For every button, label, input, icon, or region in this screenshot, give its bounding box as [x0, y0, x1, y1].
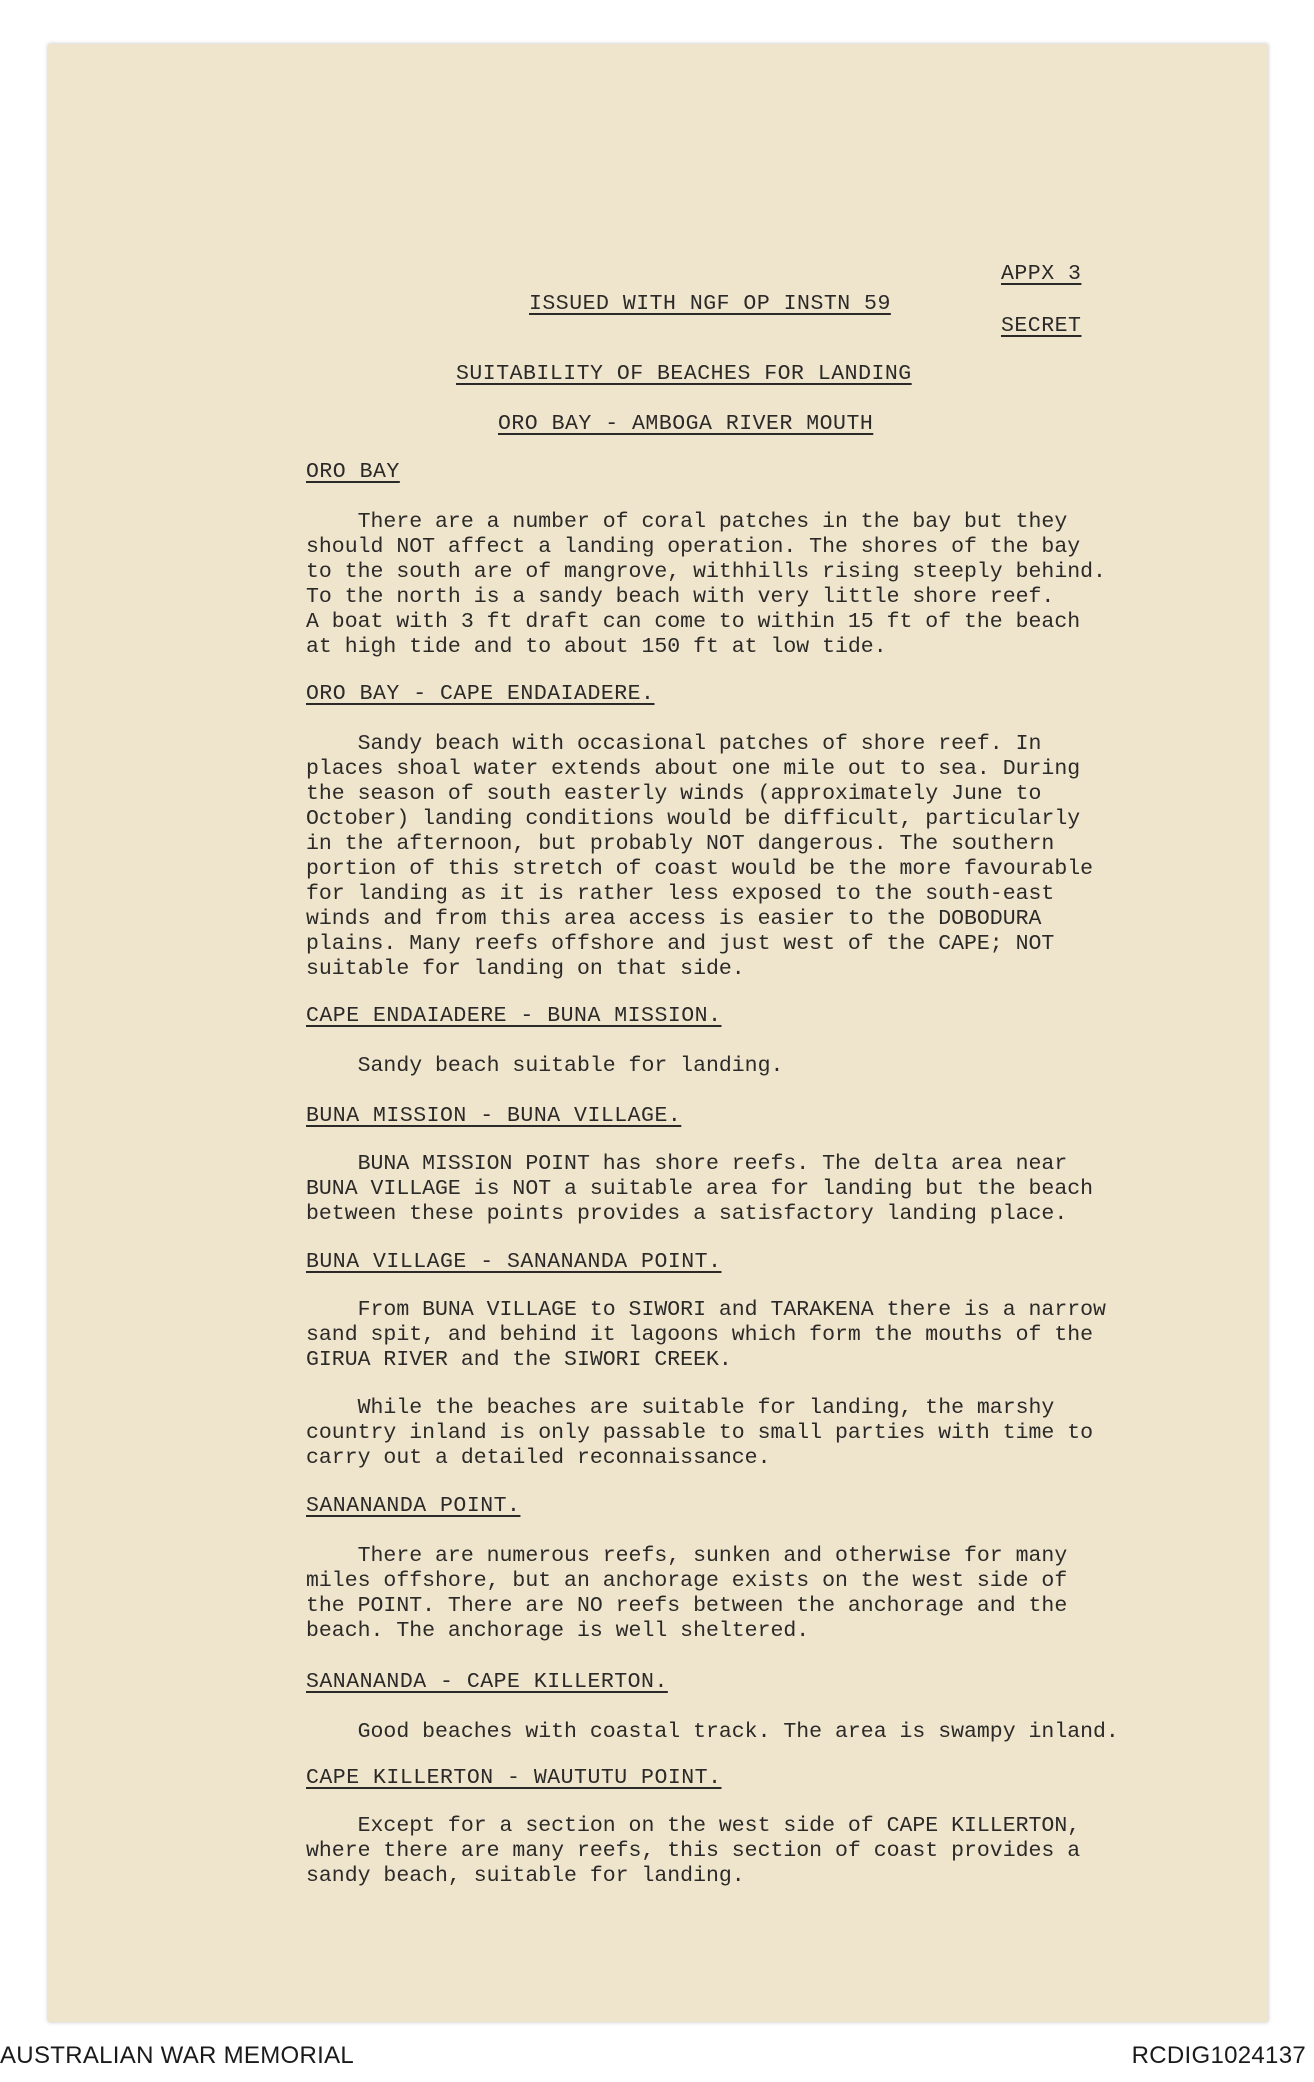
section-text-sananda-cape-killerton: Good beaches with coastal track. The area is swampy inland. — [306, 1720, 1119, 1744]
section-heading-cape-killerton-waututu-point: CAPE KILLERTON - WAUTUTU POINT. — [306, 1766, 722, 1790]
section-text-buna-mission-buna-village: BUNA MISSION POINT has shore reefs. The delta area near BUNA VILLAGE is NOT a suitable area for landing but the beach between these points provides a satisfactory landing place. — [306, 1152, 1094, 1226]
section-text-cape-endaiadere-buna-mission: Sandy beach suitable for landing. — [306, 1054, 784, 1078]
document-body — [48, 44, 1268, 2022]
document-page — [48, 44, 1268, 2022]
section-heading-sananda-point: SANANANDA POINT. — [306, 1494, 521, 1518]
section-text-oro-bay-cape-endaiadere: Sandy beach with occasional patches of shore reef. In places shoal water extends about one mile out to sea. During the season of south easterly winds (approximately June to October) landing conditions would be difficult, particularly in the afternoon, but probably NOT dangerous. The southern portion of this stretch of coast would be the more favourable for landing as it is rather less exposed to the south-east winds and from this area access is easier to the DOBODURA plains. Many reefs offshore and just west of the CAPE; NOT suitable for landing on that side. — [306, 732, 1094, 981]
section-heading-buna-village-sananda-point: BUNA VILLAGE - SANANANDA POINT. — [306, 1250, 722, 1274]
footer-record-id: RCDIG1024137 — [1131, 2042, 1306, 2069]
footer-archive-name: AUSTRALIAN WAR MEMORIAL — [0, 2042, 355, 2069]
section-text-sananda-point: There are numerous reefs, sunken and otherwise for many miles offshore, but an anchorage exists on the west side of the POINT. There are NO reefs between the anchorage and the beach. The anchorage is well sheltered. — [306, 1544, 1068, 1643]
classification-label: SECRET — [1001, 314, 1082, 338]
section-heading-cape-endaiadere-buna-mission: CAPE ENDAIADERE - BUNA MISSION. — [306, 1004, 722, 1028]
section-text-oro-bay: There are a number of coral patches in the bay but they should NOT affect a landing operation. The shores of the bay to the south are of mangrove, withhills rising steeply behind. To the north is a sandy beach with very little shore reef. A boat with 3 ft draft can come to within 15 ft of the beach at high tide and to about 150 ft at low tide. — [306, 510, 1106, 659]
section-text-cape-killerton-waututu-point: Except for a section on the west side of CAPE KILLERTON, where there are many reefs, this section of coast provides a sandy beach, suitable for landing. — [306, 1814, 1081, 1888]
section-heading-sananda-cape-killerton: SANANANDA - CAPE KILLERTON. — [306, 1670, 668, 1694]
appendix-label: APPX 3 — [1001, 262, 1082, 286]
section-text-buna-village-sananda-point-2: While the beaches are suitable for landing, the marshy country inland is only passable to small parties with time to carry out a detailed reconnaissance. — [306, 1396, 1094, 1470]
section-heading-buna-mission-buna-village: BUNA MISSION - BUNA VILLAGE. — [306, 1104, 682, 1128]
section-text-buna-village-sananda-point: From BUNA VILLAGE to SIWORI and TARAKENA there is a narrow sand spit, and behind it lagoons which form the mouths of the GIRUA RIVER and the SIWORI CREEK. — [306, 1298, 1106, 1372]
section-heading-oro-bay: ORO BAY — [306, 460, 400, 484]
issued-with-line: ISSUED WITH NGF OP INSTN 59 — [529, 292, 891, 316]
section-heading-oro-bay-cape-endaiadere: ORO BAY - CAPE ENDAIADERE. — [306, 682, 655, 706]
document-subtitle: ORO BAY - AMBOGA RIVER MOUTH — [498, 412, 874, 436]
document-title: SUITABILITY OF BEACHES FOR LANDING — [456, 362, 912, 386]
